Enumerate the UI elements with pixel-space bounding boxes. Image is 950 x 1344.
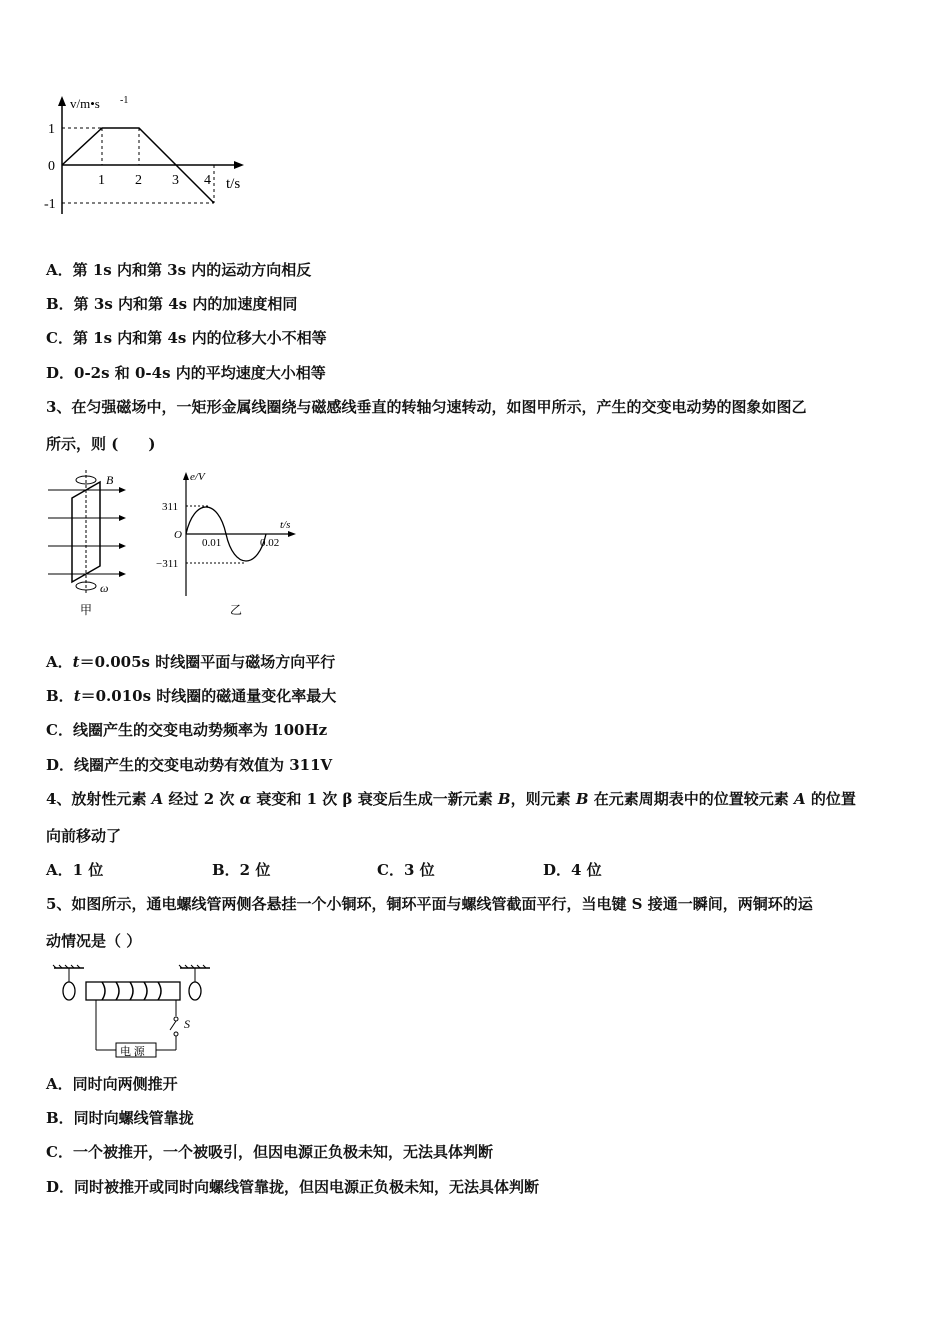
q5-option-d[interactable]: D．同时被推开或同时向螺线管靠拢，但因电源正负极未知，无法具体判断 xyxy=(46,1178,540,1196)
field-b-label: B xyxy=(106,473,114,487)
q5-option-b[interactable]: B．同时向螺线管靠拢 xyxy=(46,1109,194,1127)
q4-stem-e: 在元素周期表中的位置较元素 xyxy=(588,790,794,808)
q2-option-c[interactable]: C．第 1s 内和第 4s 内的位移大小不相等 xyxy=(46,329,327,347)
q4-stem-line1 xyxy=(46,789,856,809)
graph-ylabel-sup: -1 xyxy=(120,95,129,106)
vt-graph xyxy=(40,92,260,222)
q3-option-d[interactable]: D．线圈产生的交变电动势有效值为 311V xyxy=(46,756,333,774)
q4-stem-a: 4、放射性元素 xyxy=(46,790,152,808)
source-label: 电 源 xyxy=(120,1046,145,1058)
q3-option-c[interactable]: C．线圈产生的交变电动势频率为 100Hz xyxy=(46,721,328,739)
emf-xtick-1: 0.01 xyxy=(202,537,222,549)
graph-ytick-0: 0 xyxy=(48,159,55,174)
q4-option-c[interactable]: C．3 位 xyxy=(377,861,435,879)
q2-option-a[interactable]: A．第 1s 内和第 3s 内的运动方向相反 xyxy=(46,261,312,279)
q3-stem-line2: 所示，则 ( ) xyxy=(46,435,156,453)
q5-stem-line2: 动情况是（ ） xyxy=(46,932,142,950)
graph-xtick-2: 2 xyxy=(135,173,142,188)
emf-xlabel: t/s xyxy=(280,519,291,531)
q4-element-b: B xyxy=(497,790,511,808)
q3-b-prefix: B． xyxy=(46,687,74,705)
emf-ytick-bottom: −311 xyxy=(156,558,179,570)
q5-option-c[interactable]: C．一个被推开，一个被吸引，但因电源正负极未知，无法具体判断 xyxy=(46,1143,493,1161)
q3-stem-line1: 3、在匀强磁场中，一矩形金属线圈绕与磁感线垂直的转轴匀速转动，如图甲所示，产生的交变电动势的图象如图乙 xyxy=(46,398,807,416)
q4-option-a[interactable]: A．1 位 xyxy=(46,861,104,879)
emf-graph xyxy=(150,468,310,618)
q2-option-b[interactable]: B．第 3s 内和第 4s 内的加速度相同 xyxy=(46,295,298,313)
q3-a-text: ＝0.005s 时线圈平面与磁场方向平行 xyxy=(79,653,336,671)
solenoid-figure xyxy=(50,964,220,1064)
switch-label: S xyxy=(184,1017,190,1031)
q4-alpha: α xyxy=(239,790,252,808)
graph-xtick-1: 1 xyxy=(98,173,105,188)
q4-stem-line2: 向前移动了 xyxy=(46,827,122,845)
graph-ylabel: v/m•s xyxy=(70,96,100,111)
q3-b-var: t xyxy=(73,687,81,705)
graph-xlabel: t/s xyxy=(226,176,241,192)
omega-label: ω xyxy=(100,581,109,595)
q3-b-text: ＝0.010s 时线圈的磁通量变化率最大 xyxy=(80,687,337,705)
q4-option-d[interactable]: D．4 位 xyxy=(543,861,602,879)
coil-figure xyxy=(44,468,134,618)
q4-element-b-2: B xyxy=(575,790,589,808)
left-ring xyxy=(63,982,75,1000)
q3-a-prefix: A． xyxy=(46,653,73,671)
right-ring xyxy=(189,982,201,1000)
fig-jia-caption: 甲 xyxy=(80,603,93,617)
emf-origin: O xyxy=(174,529,182,541)
emf-ylabel: e/V xyxy=(190,471,205,483)
q4-element-a: A xyxy=(151,790,164,808)
q3-a-var: t xyxy=(72,653,80,671)
q4-element-a-2: A xyxy=(793,790,806,808)
graph-ytick-neg1: -1 xyxy=(44,197,56,212)
q4-stem-b: 经过 2 次 xyxy=(163,790,240,808)
graph-ytick-1: 1 xyxy=(48,122,55,137)
emf-xtick-2: 0.02 xyxy=(260,537,280,549)
q2-option-d[interactable]: D．0-2s 和 0-4s 内的平均速度大小相等 xyxy=(46,364,326,382)
q5-stem-line1: 5、如图所示，通电螺线管两侧各悬挂一个小铜环，铜环平面与螺线管截面平行，当电键 S 接通一瞬间，两铜环的运 xyxy=(46,895,813,913)
q5-option-a[interactable]: A．同时向两侧推开 xyxy=(46,1075,178,1093)
q3-option-a[interactable] xyxy=(46,652,335,672)
q4-option-b[interactable]: B．2 位 xyxy=(212,861,271,879)
graph-xtick-4: 4 xyxy=(204,173,211,188)
emf-ytick-top: 311 xyxy=(162,501,179,513)
q4-stem-c: 衰变和 1 次 β 衰变后生成一新元素 xyxy=(251,790,498,808)
q3-option-b[interactable] xyxy=(46,686,336,706)
q4-stem-f: 的位置 xyxy=(805,790,856,808)
fig-yi-caption: 乙 xyxy=(230,603,243,617)
graph-xtick-3: 3 xyxy=(172,173,179,188)
q4-stem-d: ，则元素 xyxy=(510,790,576,808)
